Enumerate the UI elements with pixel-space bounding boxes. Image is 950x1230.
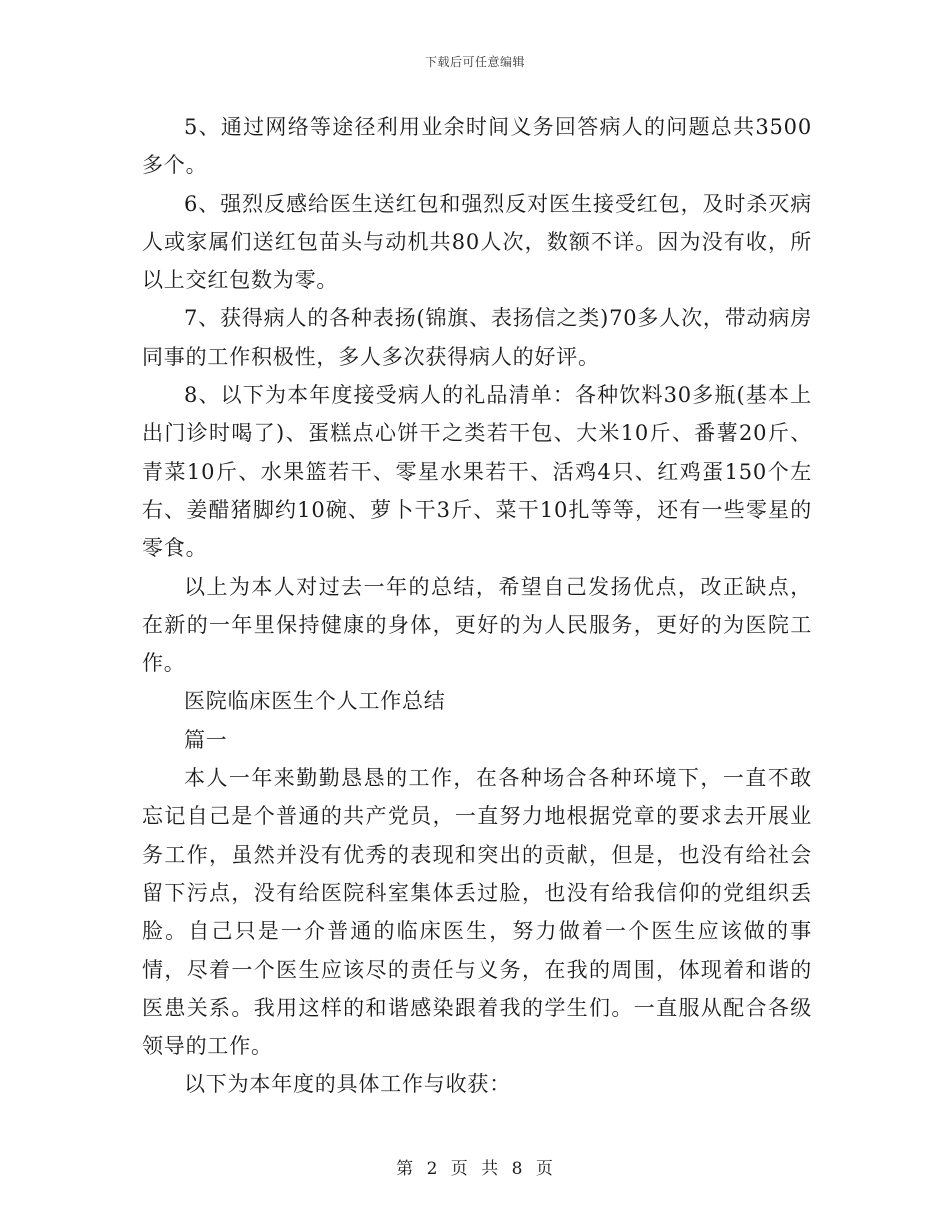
footer-suffix: 页 bbox=[535, 1159, 554, 1179]
footer-prefix: 第 bbox=[396, 1159, 415, 1179]
footer-page-word: 页 bbox=[450, 1159, 469, 1179]
paragraph-item-5: 5、通过网络等途径利用业余时间义务回答病人的问题总共3500多个。 bbox=[142, 115, 812, 178]
paragraph-intro-list: 以下为本年度的具体工作与收获： bbox=[184, 1072, 511, 1097]
section-subtitle: 篇一 bbox=[184, 727, 228, 752]
section-title: 医院临床医生个人工作总结 bbox=[184, 689, 446, 714]
paragraph-body: 本人一年来勤勤恳恳的工作，在各种场合各种环境下，一直不敢忘记自己是个普通的共产党员，一直努力地根据党章的要求去开展业务工作，虽然并没有优秀的表现和突出的贡献，但是，也没有给社会留下污点，没有给医院科室集体丢过脸，也没有给我信仰的党组织丢脸。自己只是一介普通的临床医生，努力做着一个医生应该做的事情，尽着一个医生应该尽的责任与义务，在我的周围，体现着和谐的医患关系。我用这样的和谐感染跟着我的学生们。一直服从配合各级领导的工作。 bbox=[142, 766, 812, 1059]
document-body bbox=[142, 108, 812, 1104]
footer-current-page: 2 bbox=[426, 1159, 439, 1179]
footer-total-word: 共 bbox=[481, 1159, 500, 1179]
paragraph-conclusion: 以上为本人对过去一年的总结，希望自己发扬优点，改正缺点，在新的一年里保持健康的身体，更好的为人民服务，更好的为医院工作。 bbox=[142, 574, 812, 676]
footer-total-pages: 8 bbox=[511, 1159, 524, 1179]
paragraph-item-8: 8、以下为本年度接受病人的礼品清单：各种饮料30多瓶(基本上出门诊时喝了)、蛋糕点心饼干之类若干包、大米10斤、番薯20斤、青菜10斤、水果篮若干、零星水果若干、活鸡4只、红鸡蛋150个左右、姜醋猪脚约10碗、萝卜干3斤、菜干10扎等等，还有一些零星的零食。 bbox=[142, 383, 812, 561]
page-header: 下载后可任意编辑 bbox=[424, 55, 525, 69]
paragraph-item-7: 7、获得病人的各种表扬(锦旗、表扬信之类)70多人次，带动病房同事的工作积极性，多人多次获得病人的好评。 bbox=[142, 306, 812, 369]
paragraph-item-6: 6、强烈反感给医生送红包和强烈反对医生接受红包，及时杀灭病人或家属们送红包苗头与动机共80人次，数额不详。因为没有收，所以上交红包数为零。 bbox=[142, 191, 812, 293]
page-footer bbox=[0, 1154, 950, 1179]
